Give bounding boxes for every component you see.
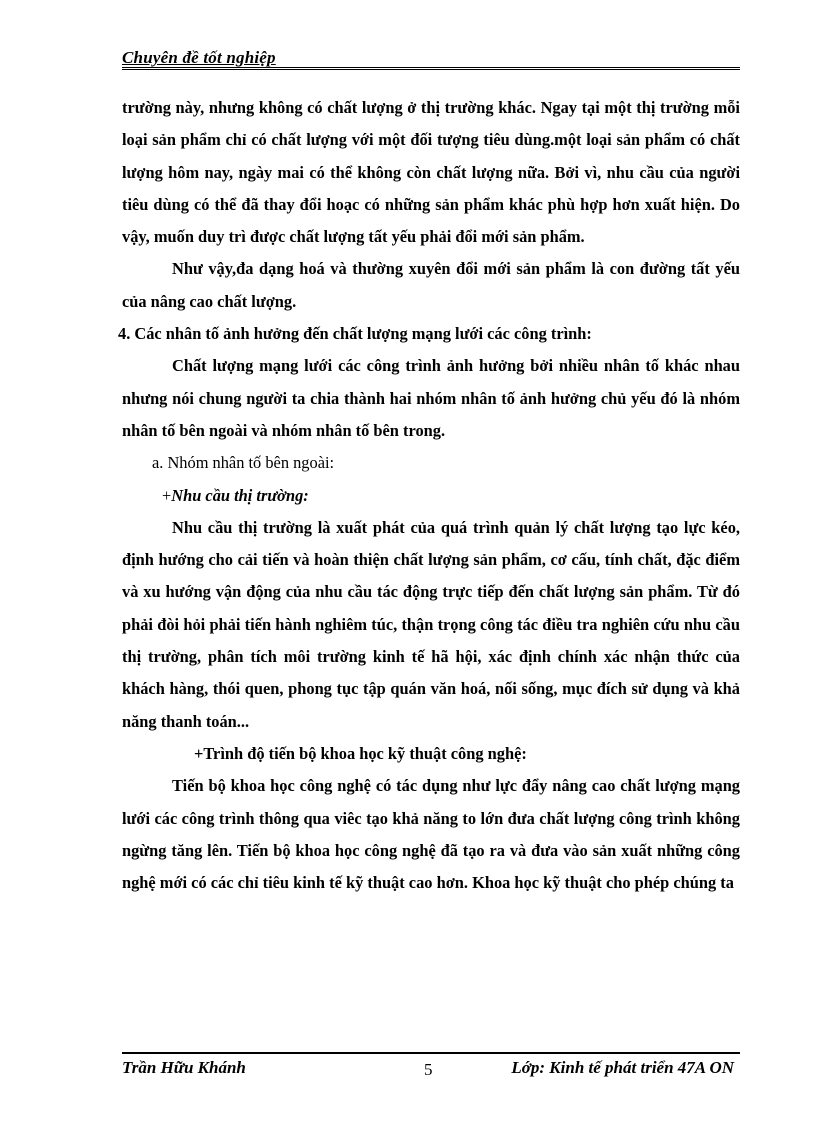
footer-class-label: Lớp: Kinh tế phát triển 47A ON (511, 1058, 734, 1077)
page-number: 5 (424, 1060, 433, 1079)
footer-divider (122, 1052, 740, 1054)
subheading-technology-level: +Trình độ tiến bộ khoa học kỹ thuật công nghệ: (194, 743, 527, 763)
page-footer (122, 1052, 740, 1082)
paragraph-market-demand: Nhu cầu thị trường là xuất phát của quá trình quản lý chất lượng tạo lực kéo, định hướng cho cải tiến và hoàn thiện chất lượng sản phẩm, cơ cấu, tính chất, đặc điểm và xu hướng vận động của nhu cầu tác động trực tiếp đến chất lượng sản phẩm. Từ đó phải đòi hỏi phải tiến hành nghiêm túc, thận trọng công tác điều tra nghiên cứu nhu cầu thị trường, phân tích môi trường kinh tế hã hội, xác định chính xác nhận thức của khách hàng, thói quen, phong tục tập quán văn hoá, nối sống, mục đích sử dụng và khả năng thanh toán... (122, 517, 740, 731)
market-demand-title: Nhu cầu thị trường: (171, 485, 309, 505)
paragraph-technology: Tiến bộ khoa học công nghệ có tác dụng như lực đẩy nâng cao chất lượng mạng lưới các công trình thông qua viêc tạo khả năng to lớn đưa chất lượng công trình không ngừng tăng lên. Tiến bộ khoa học công nghệ đã tạo ra và đưa vào sản xuất những công nghệ mới có các chỉ tiêu kinh tế kỹ thuật cao hơn. Khoa học kỹ thuật cho phép chúng ta (122, 776, 740, 893)
footer-author: Trần Hữu Khánh (122, 1058, 246, 1077)
header-divider-secondary (122, 69, 740, 70)
market-demand-prefix: + (162, 485, 172, 505)
subheading-external-factors: a. Nhóm nhân tố bên ngoài: (152, 453, 335, 473)
paragraph-continuation: trường này, nhưng không có chất lượng ở thị trường khác. Ngay tại một thị trường mỗi loại sản phẩm chỉ có chất lượng với một đối tượng tiêu dùng.một loại sản phẩm có chất lượng hôm nay, ngày mai có thể không còn chất lượng nữa. Bởi vì, nhu cầu của người tiêu dùng có thể đã thay đổi hoạc có những sản phẩm khác phù hợp hơn xuất hiện. Do vậy, muốn duy trì được chất lượng tất yếu phải đổi mới sản phẩm. (122, 98, 740, 247)
header-divider (122, 67, 740, 68)
header-title: Chuyên đề tốt nghiệp (122, 48, 276, 67)
page-header (122, 48, 740, 70)
paragraph-conclusion: Như vậy,đa dạng hoá và thường xuyên đổi mới sản phẩm là con đường tất yếu của nâng cao chất lượng. (122, 259, 740, 311)
document-body (118, 92, 740, 899)
subheading-market-demand (122, 480, 740, 512)
section-heading-4: 4. Các nhân tố ảnh hưởng đến chất lượng mạng lưới các công trình: (118, 324, 592, 344)
paragraph-factors-intro: Chất lượng mạng lưới các công trình ảnh hưởng bởi nhiều nhân tố khác nhau nhưng nói chung người ta chia thành hai nhóm nhân tố ảnh hưởng chủ yếu đó là nhóm nhân tố bên ngoài và nhóm nhân tố bên trong. (122, 356, 740, 440)
